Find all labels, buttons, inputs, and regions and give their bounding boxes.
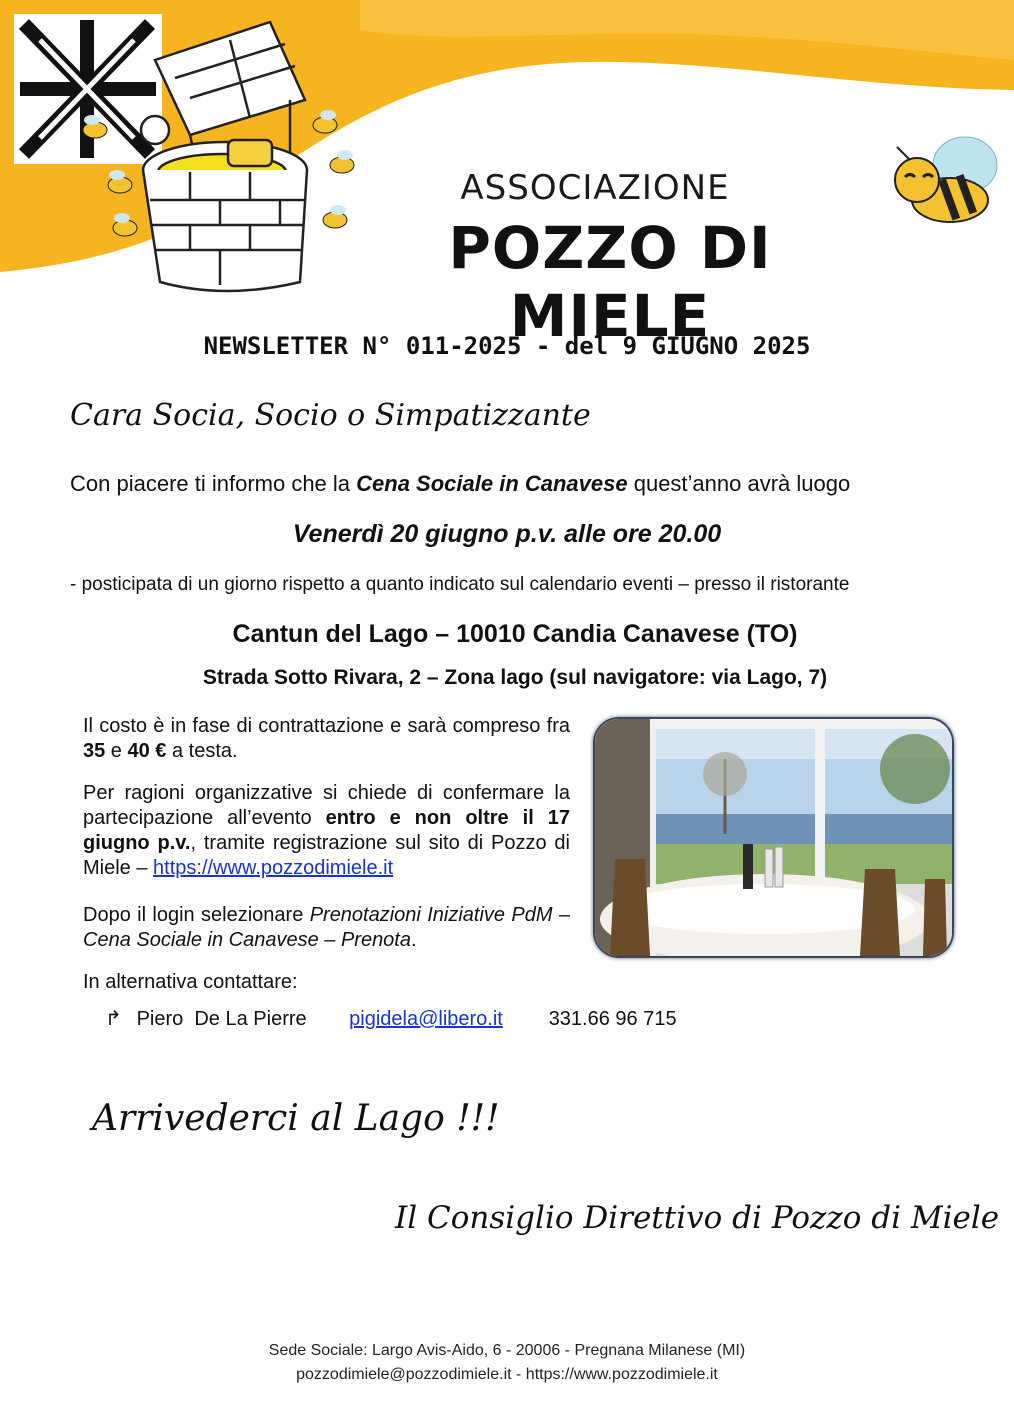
cost-max: 40 € bbox=[127, 740, 167, 762]
event-name: Cena Sociale in Canavese bbox=[356, 471, 628, 496]
login-paragraph bbox=[83, 903, 570, 953]
venue-address: Strada Sotto Rivara, 2 – Zona lago (sul navigatore: via Lago, 7) bbox=[202, 666, 828, 689]
registration-text: Per ragioni organizzative si chiede di confermare la partecipazione all’evento bbox=[83, 782, 570, 829]
contact-row bbox=[105, 1006, 677, 1031]
closing-greeting: Arrivederci al Lago !!! bbox=[92, 1098, 500, 1139]
association-logo bbox=[14, 14, 162, 164]
postponed-note: - posticipata di un giorno rispetto a quanto indicato sul calendario eventi – presso il ristorante bbox=[70, 574, 850, 595]
cost-separator: e bbox=[105, 740, 128, 762]
restaurant-photo bbox=[593, 717, 954, 958]
contact-phone: 331.66 96 715 bbox=[548, 1008, 677, 1030]
login-text-end: . bbox=[411, 929, 417, 951]
contact-email-link[interactable]: pigidela@libero.it bbox=[349, 1008, 503, 1030]
cost-min: 35 bbox=[83, 740, 106, 762]
intro-text-after: quest’anno avrà luogo bbox=[627, 471, 851, 496]
association-label: ASSOCIAZIONE bbox=[460, 168, 730, 208]
booking-path: Prenotazioni Iniziative PdM – Cena Sociale in Canavese – Prenota bbox=[83, 904, 571, 951]
footer-address: Sede Sociale: Largo Avis-Aido, 6 - 20006 - Pregnana Milanese (MI) bbox=[268, 1342, 746, 1359]
intro-text-before: Con piacere ti informo che la bbox=[70, 471, 357, 496]
contact-name: Piero De La Pierre bbox=[136, 1008, 307, 1030]
signature: Il Consiglio Direttivo di Pozzo di Miele bbox=[395, 1200, 1000, 1236]
cost-paragraph bbox=[83, 714, 570, 764]
association-name: POZZO DI MIELE bbox=[448, 214, 772, 350]
registration-text-end: , tramite registrazione sul sito di Pozzo di Miele – bbox=[83, 832, 570, 879]
website-link[interactable]: https://www.pozzodimiele.it bbox=[153, 857, 394, 879]
event-date: Venerdì 20 giugno p.v. alle ore 20.00 bbox=[292, 520, 722, 548]
arrow-icon: ↱ bbox=[105, 1008, 122, 1030]
bee-mascot-icon bbox=[895, 137, 997, 222]
alternative-label: In alternativa contattare: bbox=[83, 971, 298, 993]
greeting: Cara Socia, Socio o Simpatizzante bbox=[70, 398, 591, 433]
footer-contacts: pozzodimiele@pozzodimiele.it - https://www.pozzodimiele.it bbox=[296, 1366, 718, 1383]
registration-paragraph bbox=[83, 781, 570, 881]
newsletter-number: NEWSLETTER N° 011-2025 - del 9 GIUGNO 2025 bbox=[203, 332, 811, 360]
cost-text: Il costo è in fase di contrattazione e sarà compreso fra bbox=[83, 715, 570, 737]
registration-deadline: entro e non oltre il 17 giugno p.v. bbox=[83, 807, 570, 854]
venue-name: Cantun del Lago – 10010 Candia Canavese (TO) bbox=[232, 620, 798, 648]
login-text: Dopo il login selezionare bbox=[83, 904, 310, 926]
honey-well-illustration bbox=[141, 22, 307, 291]
cost-text-end: a testa. bbox=[166, 740, 238, 762]
intro-paragraph bbox=[70, 471, 850, 497]
